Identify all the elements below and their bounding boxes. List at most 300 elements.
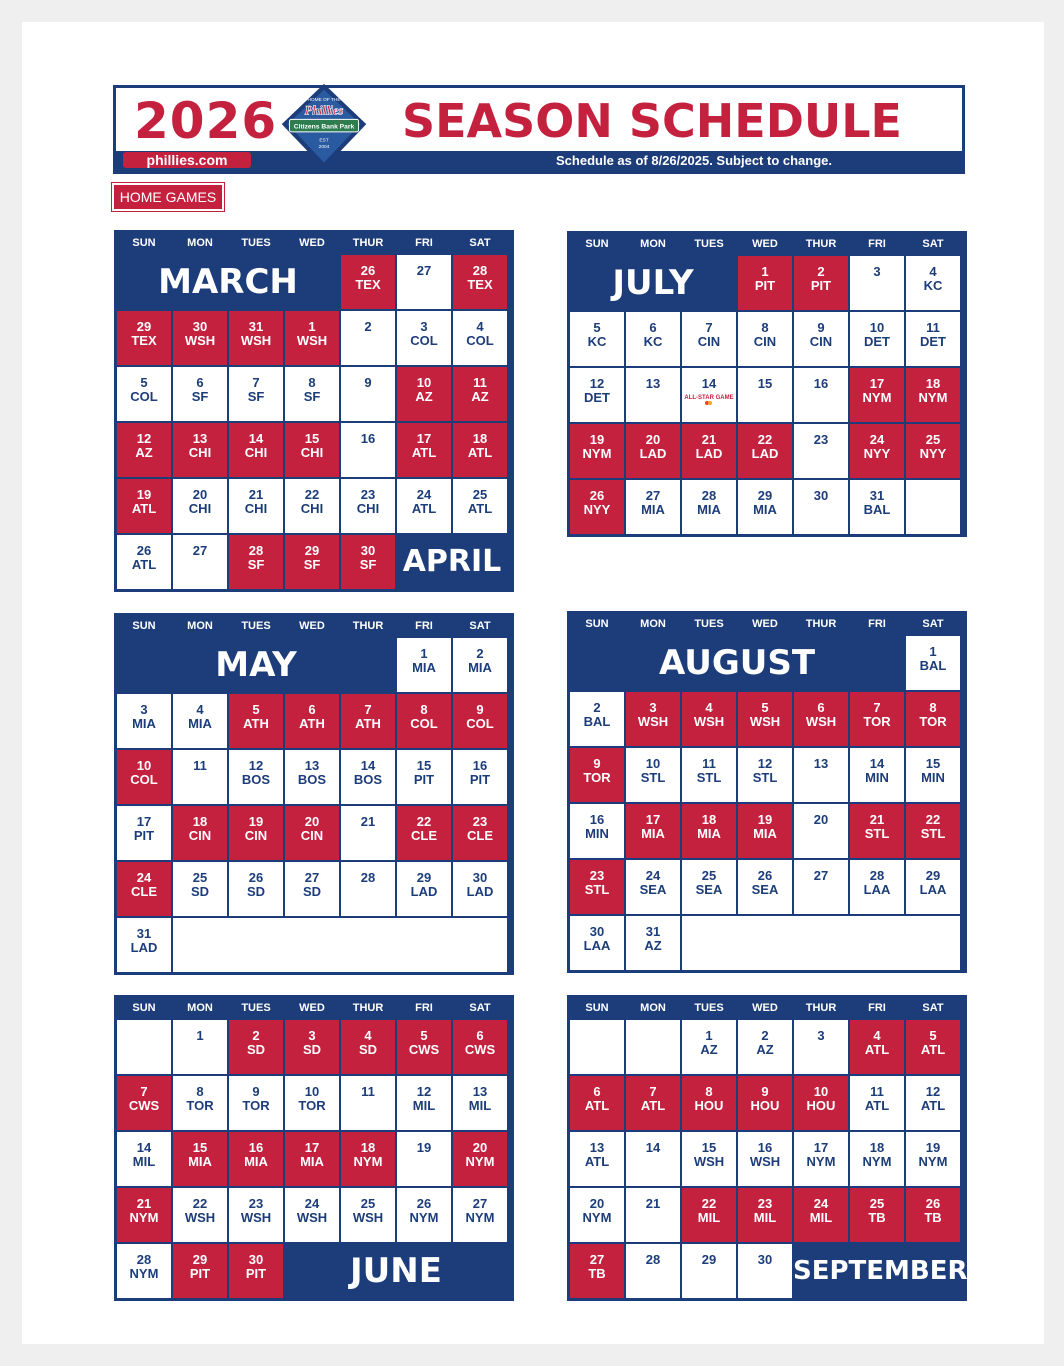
day-number: 2: [593, 700, 601, 715]
day-cell[interactable]: [905, 1075, 961, 1131]
day-cell[interactable]: [793, 367, 849, 423]
home-game-cell[interactable]: [625, 803, 681, 859]
home-game-cell[interactable]: [340, 254, 396, 310]
opponent-label: MIA: [188, 1154, 212, 1169]
home-game-cell[interactable]: [569, 479, 625, 535]
home-game-cell[interactable]: [116, 310, 172, 366]
home-game-cell[interactable]: [681, 1187, 737, 1243]
day-cell[interactable]: [569, 311, 625, 367]
home-game-cell[interactable]: [905, 691, 961, 747]
day-cell[interactable]: [793, 803, 849, 859]
day-cell[interactable]: [340, 805, 396, 861]
day-cell[interactable]: [284, 749, 340, 805]
day-cell[interactable]: [905, 311, 961, 367]
home-game-cell[interactable]: [737, 423, 793, 479]
day-number: 11: [473, 375, 487, 390]
day-number: 16: [360, 431, 376, 446]
month-grid: [569, 635, 965, 971]
page-title: SEASON SCHEDULE: [402, 94, 902, 148]
home-game-cell[interactable]: [228, 693, 284, 749]
home-game-cell[interactable]: [569, 1243, 625, 1299]
day-cell[interactable]: [172, 861, 228, 917]
home-game-cell[interactable]: [340, 693, 396, 749]
opponent-label: HOU: [694, 1098, 724, 1113]
weekday-label: FRI: [868, 238, 886, 250]
day-cell[interactable]: [284, 1075, 340, 1131]
day-number: 2: [252, 1028, 260, 1043]
day-cell[interactable]: [340, 1075, 396, 1131]
home-game-cell[interactable]: [172, 1131, 228, 1187]
home-game-cell[interactable]: [228, 1243, 284, 1299]
day-number: 3: [140, 702, 148, 717]
day-number: 10: [304, 1084, 320, 1099]
day-cell[interactable]: [396, 637, 452, 693]
day-number: 10: [645, 756, 661, 771]
home-game-cell[interactable]: [228, 534, 284, 590]
day-cell[interactable]: [396, 478, 452, 534]
opponent-label: MIA: [697, 826, 721, 841]
day-cell[interactable]: [172, 1187, 228, 1243]
opponent-label: CHI: [356, 501, 380, 516]
day-number: 12: [416, 1084, 432, 1099]
day-number: 9: [761, 1084, 769, 1099]
opponent-label: CLE: [411, 828, 437, 843]
day-cell[interactable]: [737, 1019, 793, 1075]
day-cell[interactable]: [681, 367, 737, 423]
weekday-header: [116, 232, 512, 254]
home-game-cell[interactable]: [452, 1019, 508, 1075]
day-cell[interactable]: [849, 1075, 905, 1131]
day-number: 30: [813, 488, 829, 503]
day-number: 20: [645, 432, 661, 447]
opponent-label: PIT: [469, 772, 491, 787]
day-cell[interactable]: [681, 747, 737, 803]
home-game-cell[interactable]: [681, 803, 737, 859]
weekday-label: SUN: [132, 237, 156, 249]
opponent-label: STL: [752, 770, 778, 785]
opponent-label: BAL: [863, 502, 891, 517]
day-number: 28: [645, 1252, 661, 1267]
day-cell[interactable]: [625, 859, 681, 915]
home-game-cell[interactable]: [452, 1131, 508, 1187]
home-game-cell[interactable]: [737, 1187, 793, 1243]
weekday-label: TUES: [694, 238, 724, 250]
home-game-cell[interactable]: [284, 310, 340, 366]
opponent-label: TEX: [131, 333, 157, 348]
day-cell[interactable]: [396, 254, 452, 310]
home-game-cell[interactable]: [452, 422, 508, 478]
day-cell[interactable]: [228, 749, 284, 805]
svg-text:EST: EST: [319, 138, 329, 144]
home-game-cell[interactable]: [849, 367, 905, 423]
opponent-label: MIA: [468, 660, 492, 675]
home-game-cell[interactable]: [849, 1019, 905, 1075]
day-cell[interactable]: [172, 693, 228, 749]
opponent-label: NYM: [582, 1210, 612, 1225]
home-game-cell[interactable]: [284, 805, 340, 861]
home-game-cell[interactable]: [905, 1019, 961, 1075]
opponent-label: STL: [584, 882, 610, 897]
day-number: 21: [869, 812, 885, 827]
opponent-label: LAA: [583, 938, 611, 953]
opponent-label: DET: [584, 390, 610, 405]
day-cell[interactable]: [340, 749, 396, 805]
day-cell[interactable]: [737, 311, 793, 367]
day-cell[interactable]: [172, 534, 228, 590]
opponent-label: MIA: [244, 1154, 268, 1169]
home-game-cell[interactable]: [116, 749, 172, 805]
home-game-cell[interactable]: [625, 691, 681, 747]
day-cell[interactable]: [625, 1131, 681, 1187]
home-game-cell[interactable]: [116, 861, 172, 917]
website-badge[interactable]: phillies.com: [123, 152, 251, 168]
opponent-label: LAD: [410, 884, 438, 899]
opponent-label: ATL: [467, 501, 493, 516]
day-number: 2: [761, 1028, 769, 1043]
home-game-cell[interactable]: [569, 747, 625, 803]
day-cell[interactable]: [284, 1187, 340, 1243]
home-game-cell[interactable]: [905, 1187, 961, 1243]
home-game-cell[interactable]: [905, 423, 961, 479]
day-cell[interactable]: [452, 1187, 508, 1243]
day-number: 5: [929, 1028, 937, 1043]
day-cell[interactable]: [396, 749, 452, 805]
day-cell[interactable]: [452, 478, 508, 534]
weekday-label: THUR: [805, 618, 837, 630]
day-cell[interactable]: [228, 478, 284, 534]
weekday-label: WED: [299, 1002, 325, 1014]
day-cell[interactable]: [116, 917, 172, 973]
opponent-label: TOR: [583, 770, 611, 785]
opponent-label: COL: [130, 772, 158, 787]
home-game-cell[interactable]: [737, 1075, 793, 1131]
opponent-label: PIT: [413, 772, 435, 787]
opponent-label: CHI: [188, 501, 212, 516]
opponent-label: CIN: [697, 334, 721, 349]
day-cell[interactable]: [452, 310, 508, 366]
home-game-cell[interactable]: [452, 254, 508, 310]
day-cell[interactable]: [569, 367, 625, 423]
home-game-cell[interactable]: [340, 1019, 396, 1075]
day-cell[interactable]: [569, 915, 625, 971]
day-cell[interactable]: [228, 861, 284, 917]
day-cell[interactable]: [905, 255, 961, 311]
home-game-cell[interactable]: [228, 805, 284, 861]
day-number: 31: [248, 319, 264, 334]
day-cell[interactable]: [116, 366, 172, 422]
day-cell[interactable]: [793, 747, 849, 803]
opponent-label: COL: [130, 389, 158, 404]
home-game-cell[interactable]: [737, 691, 793, 747]
day-number: 5: [420, 1028, 428, 1043]
home-game-cell[interactable]: [569, 423, 625, 479]
day-cell[interactable]: [452, 637, 508, 693]
day-number: 20: [589, 1196, 605, 1211]
day-cell[interactable]: [737, 479, 793, 535]
day-number: 4: [873, 1028, 881, 1043]
opponent-label: AZ: [756, 1042, 774, 1057]
day-number: 5: [761, 700, 769, 715]
day-cell[interactable]: [849, 311, 905, 367]
day-cell[interactable]: [793, 859, 849, 915]
home-game-cell[interactable]: [452, 693, 508, 749]
day-number: 25: [360, 1196, 376, 1211]
day-cell[interactable]: [905, 635, 961, 691]
weekday-label: MON: [640, 238, 666, 250]
month-name: APRIL: [402, 544, 502, 579]
day-number: 24: [304, 1196, 320, 1211]
home-game-cell[interactable]: [793, 255, 849, 311]
day-number: 14: [701, 376, 717, 391]
day-number: 20: [472, 1140, 488, 1155]
home-game-cell[interactable]: [396, 1019, 452, 1075]
day-cell[interactable]: [340, 366, 396, 422]
empty-cell: [905, 479, 961, 535]
day-cell[interactable]: [681, 1019, 737, 1075]
home-game-cell[interactable]: [793, 1075, 849, 1131]
day-cell[interactable]: [396, 1131, 452, 1187]
day-number: 22: [925, 812, 941, 827]
day-cell[interactable]: [228, 366, 284, 422]
day-number: 6: [196, 375, 204, 390]
day-cell[interactable]: [569, 1131, 625, 1187]
home-game-cell[interactable]: [396, 422, 452, 478]
day-cell[interactable]: [569, 691, 625, 747]
home-game-cell[interactable]: [116, 478, 172, 534]
day-cell[interactable]: [172, 366, 228, 422]
day-cell[interactable]: [340, 422, 396, 478]
day-cell[interactable]: [625, 479, 681, 535]
day-cell[interactable]: [793, 1019, 849, 1075]
day-cell[interactable]: [737, 747, 793, 803]
opponent-label: NYY: [863, 446, 891, 461]
day-cell[interactable]: [116, 805, 172, 861]
day-cell[interactable]: [681, 859, 737, 915]
day-cell[interactable]: [396, 1075, 452, 1131]
home-game-cell[interactable]: [681, 1075, 737, 1131]
home-game-cell[interactable]: [849, 691, 905, 747]
day-cell[interactable]: [625, 1243, 681, 1299]
opponent-label: WSH: [240, 333, 272, 348]
weekday-label: SAT: [469, 1002, 491, 1014]
home-game-cell[interactable]: [228, 310, 284, 366]
day-number: 15: [925, 756, 941, 771]
home-game-cell[interactable]: [340, 534, 396, 590]
day-number: 6: [817, 700, 825, 715]
day-cell[interactable]: [905, 1131, 961, 1187]
day-number: 14: [136, 1140, 152, 1155]
day-cell[interactable]: [849, 1131, 905, 1187]
day-cell[interactable]: [625, 747, 681, 803]
day-cell[interactable]: [849, 747, 905, 803]
day-cell[interactable]: [340, 478, 396, 534]
day-cell[interactable]: [625, 311, 681, 367]
home-game-cell[interactable]: [681, 423, 737, 479]
day-number: 28: [136, 1252, 152, 1267]
weekday-label: MON: [187, 237, 213, 249]
day-number: 20: [813, 812, 829, 827]
day-cell[interactable]: [793, 479, 849, 535]
day-number: 1: [308, 319, 316, 334]
day-cell[interactable]: [340, 1187, 396, 1243]
day-cell[interactable]: [569, 1187, 625, 1243]
opponent-label: LAA: [919, 882, 947, 897]
day-cell[interactable]: [625, 915, 681, 971]
day-number: 21: [360, 814, 376, 829]
day-cell[interactable]: [849, 479, 905, 535]
day-number: 3: [817, 1028, 825, 1043]
home-game-cell[interactable]: [284, 1019, 340, 1075]
day-cell[interactable]: [625, 1187, 681, 1243]
opponent-label: CIN: [188, 828, 212, 843]
day-number: 17: [136, 814, 152, 829]
home-game-cell[interactable]: [793, 1187, 849, 1243]
day-cell[interactable]: [284, 478, 340, 534]
weekday-label: SAT: [922, 1002, 944, 1014]
home-game-cell[interactable]: [569, 859, 625, 915]
day-cell[interactable]: [284, 861, 340, 917]
day-number: 12: [757, 756, 773, 771]
day-cell[interactable]: [737, 1243, 793, 1299]
home-game-cell[interactable]: [116, 1187, 172, 1243]
day-cell[interactable]: [849, 859, 905, 915]
home-game-cell[interactable]: [340, 1131, 396, 1187]
day-cell[interactable]: [569, 803, 625, 859]
opponent-label: BOS: [241, 772, 271, 787]
day-cell[interactable]: [116, 693, 172, 749]
day-number: 7: [252, 375, 260, 390]
weekday-label: MON: [640, 1002, 666, 1014]
home-game-cell[interactable]: [737, 255, 793, 311]
day-number: 19: [589, 432, 605, 447]
home-game-cell[interactable]: [116, 1075, 172, 1131]
day-cell[interactable]: [737, 1131, 793, 1187]
home-game-cell[interactable]: [172, 805, 228, 861]
home-game-cell[interactable]: [228, 1131, 284, 1187]
weekday-label: TUES: [694, 618, 724, 630]
home-game-cell[interactable]: [793, 691, 849, 747]
day-number: 26: [248, 870, 264, 885]
day-cell[interactable]: [625, 367, 681, 423]
day-cell[interactable]: [681, 479, 737, 535]
day-cell[interactable]: [396, 1187, 452, 1243]
home-game-cell[interactable]: [396, 366, 452, 422]
day-number: 21: [248, 487, 264, 502]
opponent-label: MIA: [753, 826, 777, 841]
day-cell[interactable]: [452, 861, 508, 917]
home-game-cell[interactable]: [228, 1019, 284, 1075]
day-cell[interactable]: [681, 311, 737, 367]
opponent-label: MIL: [468, 1098, 492, 1113]
home-game-cell[interactable]: [849, 1187, 905, 1243]
day-cell[interactable]: [452, 749, 508, 805]
day-cell[interactable]: [452, 1075, 508, 1131]
home-game-cell[interactable]: [849, 803, 905, 859]
day-cell[interactable]: [284, 366, 340, 422]
day-number: 18: [869, 1140, 885, 1155]
day-cell[interactable]: [340, 861, 396, 917]
weekday-label: SUN: [585, 618, 609, 630]
home-game-cell[interactable]: [452, 805, 508, 861]
weekday-header: [116, 615, 512, 637]
home-game-cell[interactable]: [172, 310, 228, 366]
home-game-cell[interactable]: [905, 803, 961, 859]
home-game-cell[interactable]: [681, 691, 737, 747]
home-game-cell[interactable]: [284, 1131, 340, 1187]
day-number: 25: [472, 487, 488, 502]
home-game-cell[interactable]: [452, 366, 508, 422]
day-cell[interactable]: [905, 747, 961, 803]
day-cell[interactable]: [116, 1243, 172, 1299]
home-game-cell[interactable]: [284, 422, 340, 478]
day-cell[interactable]: [172, 1075, 228, 1131]
day-number: 9: [364, 375, 372, 390]
day-cell[interactable]: [737, 859, 793, 915]
day-number: 21: [645, 1196, 661, 1211]
day-cell[interactable]: [737, 367, 793, 423]
home-game-cell[interactable]: [284, 693, 340, 749]
month-name: MAY: [215, 645, 297, 685]
day-cell[interactable]: [905, 859, 961, 915]
home-game-cell[interactable]: [737, 803, 793, 859]
day-cell[interactable]: [340, 310, 396, 366]
weekday-label: FRI: [415, 1002, 433, 1014]
day-cell[interactable]: [116, 534, 172, 590]
opponent-label: NYM: [129, 1210, 159, 1225]
day-number: 15: [701, 1140, 717, 1155]
home-game-cell[interactable]: [228, 422, 284, 478]
opponent-label: SD: [190, 884, 210, 899]
opponent-label: TB: [868, 1210, 886, 1225]
day-cell[interactable]: [116, 1131, 172, 1187]
day-cell[interactable]: [793, 311, 849, 367]
opponent-label: HOU: [750, 1098, 780, 1113]
day-cell[interactable]: [396, 861, 452, 917]
day-cell[interactable]: [396, 310, 452, 366]
day-cell[interactable]: [681, 1243, 737, 1299]
day-cell[interactable]: [793, 423, 849, 479]
day-number: 30: [589, 924, 605, 939]
day-cell[interactable]: [228, 1075, 284, 1131]
opponent-label: ATH: [355, 716, 381, 731]
home-game-cell[interactable]: [396, 693, 452, 749]
home-game-cell[interactable]: [396, 805, 452, 861]
day-cell[interactable]: [172, 749, 228, 805]
day-cell[interactable]: [849, 255, 905, 311]
home-game-cell[interactable]: [116, 422, 172, 478]
day-number: 15: [757, 376, 773, 391]
home-game-cell[interactable]: [625, 1075, 681, 1131]
home-game-cell[interactable]: [172, 422, 228, 478]
home-game-cell[interactable]: [172, 1243, 228, 1299]
home-game-cell[interactable]: [905, 367, 961, 423]
home-game-cell[interactable]: [849, 423, 905, 479]
day-cell[interactable]: [172, 478, 228, 534]
home-game-cell[interactable]: [569, 1075, 625, 1131]
day-cell[interactable]: [228, 1187, 284, 1243]
day-cell[interactable]: [172, 1019, 228, 1075]
day-number: 24: [645, 868, 661, 883]
home-game-cell[interactable]: [625, 423, 681, 479]
home-game-cell[interactable]: [284, 534, 340, 590]
day-number: 26: [136, 543, 152, 558]
day-cell[interactable]: [793, 1131, 849, 1187]
day-number: 3: [308, 1028, 316, 1043]
day-number: 26: [360, 263, 376, 278]
day-number: 8: [929, 700, 937, 715]
day-cell[interactable]: [681, 1131, 737, 1187]
weekday-label: TUES: [241, 620, 271, 632]
